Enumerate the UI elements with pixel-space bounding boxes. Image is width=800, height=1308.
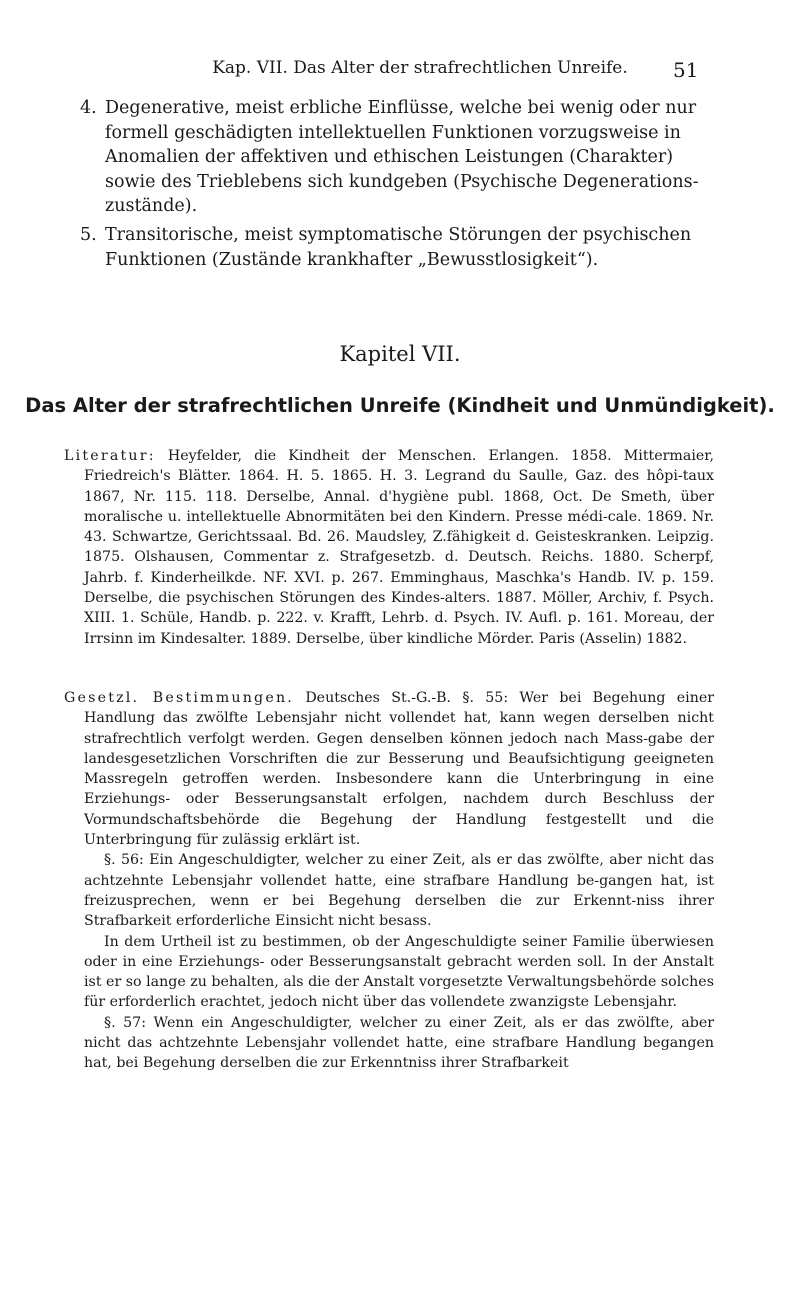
literature-section [64, 446, 714, 649]
enumerated-list [80, 96, 710, 276]
chapter-label: Kapitel VII. [339, 342, 461, 366]
list-item-text: Degenerative, meist erbliche Einflüsse, welche bei wenig oder nur formell geschädigten intellektuellen Funktionen vorzugsweise in Anomalien der affektiven und ethischen Leistungen (Charakter) sowie des Trieblebens sich kundgeben (Psychische Degenerations-zustände). [105, 98, 699, 217]
legal-text-55: Deutsches St.-G.-B. §. 55: Wer bei Begehung einer Handlung das zwölfte Lebensjahr nicht vollendet hat, kann wegen derselben nicht strafrechtlich verfolgt werden. Gegen denselben können jedoch nach Mass-gabe der landesgesetzlichen Vorschriften die zur Besserung und Beaufsichtigung geeigneten Massregeln getroffen werden. Insbesondere kann die Unterbringung in eine Erziehungs- oder Besserungsanstalt erfolgen, nachdem durch Beschluss der Vormundschaftsbehörde die Begehung der Handlung festgestellt und die Unterbringung für zulässig erklärt ist. [84, 690, 715, 849]
list-item [80, 223, 710, 272]
legal-paragraph-55 [64, 688, 714, 850]
chapter-title: Das Alter der strafrechtlichen Unreife (Kindheit und Unmündigkeit). [25, 394, 775, 417]
list-item [80, 96, 710, 219]
legal-paragraph-56: §. 56: Ein Angeschuldigter, welcher zu einer Zeit, als er das zwölfte, aber nicht das achtzehnte Lebensjahr vollendet hatte, eine strafbare Handlung be-gangen hat, ist freizusprechen, wenn er bei Begehung derselben die zur Erkennt-niss ihrer Strafbarkeit erforderliche Einsicht nicht besass. [84, 852, 714, 930]
literature-paragraph [64, 446, 714, 649]
page-number: 51 [673, 58, 699, 82]
legal-paragraph-56-cont: In dem Urtheil ist zu bestimmen, ob der Angeschuldigte seiner Familie überwiesen oder in eine Erziehungs- oder Besserungsanstalt gebracht werden soll. In der Anstalt ist er so lange zu behalten, als die der Anstalt vorgesetzte Verwaltungsbehörde solches für erforderlich erachtet, jedoch nicht über das vollendete zwanzigste Lebensjahr. [84, 933, 714, 1011]
legal-paragraph-57: §. 57: Wenn ein Angeschuldigter, welcher zu einer Zeit, als er das zwölfte, aber nicht das achtzehnte Lebensjahr vollendet hatte, eine strafbare Handlung begangen hat, bei Begehung derselben die zur Erkenntniss ihrer Strafbarkeit [84, 1014, 714, 1072]
literature-text: Heyfelder, die Kindheit der Menschen. Erlangen. 1858. Mittermaier, Friedreich's Blätter. 1864. H. 5. 1865. H. 3. Legrand du Saulle, Gaz. des hôpi-taux 1867, Nr. 115. 118. Derselbe, Annal. d'hygiène publ. 1868, Oct. De Smeth, über moralische u. intellektuelle Abnormitäten bei den Kindern. Presse médi-cale. 1869. Nr. 43. Schwartze, Gerichtssaal. Bd. 26. Maudsley, Z.fähigkeit d. Geisteskranken. Leipzig. 1875. Olshausen, Commentar z. Strafgesetzb. d. Deutsch. Reichs. 1880. Scherpf, Jahrb. f. Kinderheilkde. NF. XVI. p. 267. Emminghaus, Maschka's Handb. IV. p. 159. Derselbe, die psychischen Störungen des Kindes-alters. 1887. Möller, Archiv, f. Psych. XIII. 1. Schüle, Handb. p. 222. v. Krafft, Lehrb. d. Psych. IV. Aufl. p. 161. Moreau, der Irrsinn im Kindesalter. 1889. Derselbe, über kindliche Mörder. Paris (Asselin) 1882. [84, 448, 715, 647]
list-item-number: 4. [80, 98, 97, 118]
list-item-number: 5. [80, 224, 97, 245]
list-item-text: Transitorische, meist symptomatische Störungen der psychischen Funktionen (Zustände krankhafter „Bewusstlosigkeit“). [105, 224, 692, 270]
running-head-title: Kap. VII. Das Alter der strafrechtlichen Unreife. [212, 58, 628, 78]
legal-provisions-section [64, 688, 714, 1074]
literature-heading: Literatur: [64, 448, 156, 464]
legal-heading: Gesetzl. Bestimmungen. [64, 690, 294, 706]
running-head [0, 58, 800, 82]
